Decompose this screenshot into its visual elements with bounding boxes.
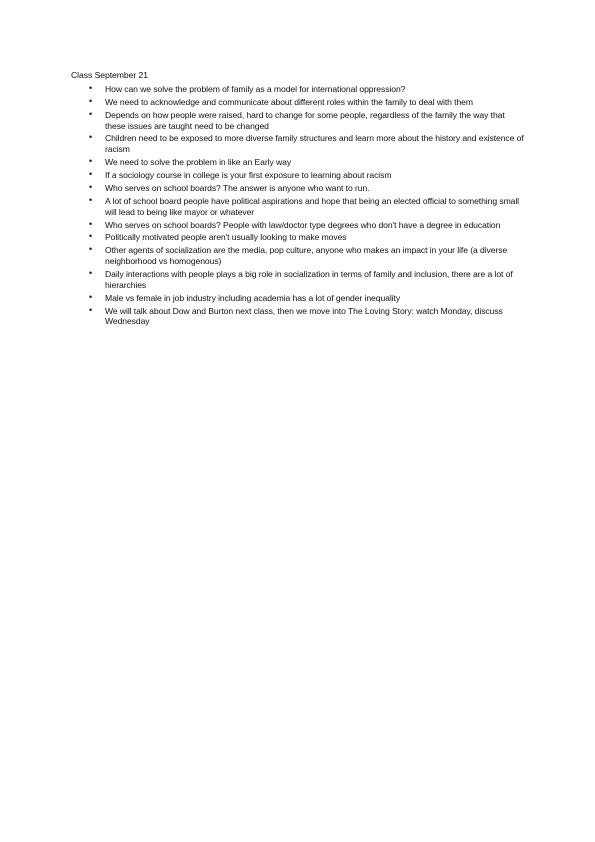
- list-item-text: Who serves on school boards? People with law/doctor type degrees who don't have a degree in education: [105, 219, 501, 230]
- list-item: [89, 108, 525, 132]
- list-item: [89, 156, 525, 168]
- list-item-text: Children need to be exposed to more diverse family structures and learn more about the history and existence of racism: [105, 133, 524, 155]
- list-item: [89, 231, 525, 243]
- list-item-text: We will talk about Dow and Burton next class, then we move into The Loving Story: watch Monday, discuss Wednesday: [105, 305, 503, 327]
- list-item-text: Other agents of socialization are the media, pop culture, anyone who makes an impact in your life (a diverse neighborhood vs homogenous): [105, 245, 508, 267]
- bullet-icon: •: [89, 194, 93, 205]
- bullet-icon: •: [89, 108, 93, 119]
- list-item-text: A lot of school board people have political aspirations and hope that being an elected official to something small will lead to being like mayor or whatever: [105, 195, 520, 217]
- bullet-icon: •: [89, 95, 93, 106]
- list-item-text: If a sociology course in college is your first exposure to learning about racism: [105, 170, 392, 181]
- bullet-icon: •: [89, 132, 93, 143]
- list-item: [89, 304, 525, 328]
- bullet-icon: •: [89, 267, 93, 278]
- list-item-text: Daily interactions with people plays a big role in socialization in terms of family and inclusion, there are a lot of hierarchies: [105, 268, 513, 290]
- list-item-text: Male vs female in job industry including academia has a lot of gender inequality: [105, 292, 401, 303]
- bullet-icon: •: [89, 291, 93, 302]
- list-item-text: How can we solve the problem of family as a model for international oppression?: [105, 84, 406, 94]
- bullet-icon: •: [89, 156, 93, 167]
- list-item: [89, 244, 525, 267]
- list-item: [89, 95, 525, 108]
- list-item-text: Who serves on school boards? The answer is anyone who want to run.: [105, 182, 370, 193]
- list-item: [89, 218, 525, 231]
- bullet-icon: •: [89, 304, 93, 315]
- list-item: [89, 267, 525, 291]
- list-item: [89, 291, 525, 304]
- list-item: [89, 169, 525, 181]
- bullet-icon: •: [89, 244, 93, 255]
- list-item-text: We need to acknowledge and communicate about different roles within the family to deal with them: [105, 96, 473, 107]
- list-item: [89, 194, 525, 218]
- notes-bullet-list: [89, 83, 525, 329]
- list-item-text: Politically motivated people aren't usually looking to make moves: [105, 232, 347, 243]
- list-item: [89, 181, 525, 194]
- bullet-icon: •: [89, 231, 93, 242]
- list-item: [89, 132, 525, 155]
- bullet-icon: •: [89, 83, 93, 93]
- list-item-text: We need to solve the problem in like an Early way: [105, 157, 292, 168]
- list-item: [89, 83, 525, 95]
- list-item-text: Depends on how people were raised, hard to change for some people, regardless of the family the way that these issues are taught need to be changed: [105, 109, 505, 131]
- bullet-icon: •: [89, 218, 93, 229]
- bullet-icon: •: [89, 181, 93, 192]
- notes-heading: Class September 21: [71, 70, 148, 80]
- bullet-icon: •: [89, 169, 93, 180]
